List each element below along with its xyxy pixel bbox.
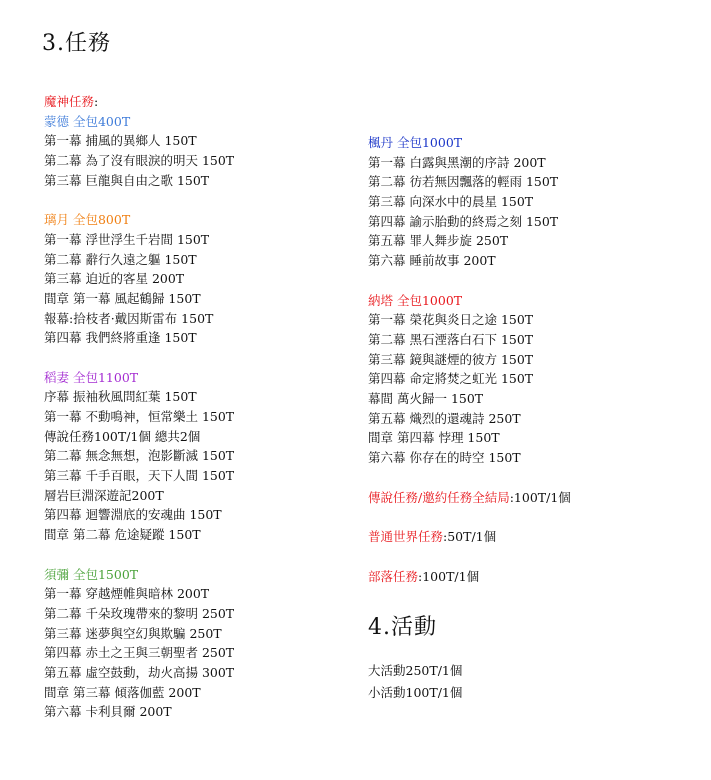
- list-item: 第二幕 千朵玫瑰帶來的黎明 250T: [44, 605, 235, 621]
- list-item: 第二幕 黑石湮落白石下 150T: [368, 331, 534, 347]
- liyue-header: 璃月 全包800T: [44, 212, 131, 228]
- list-item: 第一幕 榮花與炎日之途 150T: [368, 312, 534, 328]
- world-quest-line: [368, 527, 698, 547]
- archon-quest-intro: [44, 92, 344, 112]
- tribe-quest-value: :100T/1個: [418, 569, 480, 585]
- fontaine-header: 楓丹 全包1000T: [368, 135, 463, 150]
- list-item: 第六幕 睡前故事 200T: [368, 253, 496, 269]
- list-item: 第五幕 虛空鼓動，劫火高揚 300T: [44, 664, 235, 680]
- list-item: 第三幕 向深水中的晨星 150T: [368, 194, 534, 210]
- natlan-header: 納塔 全包1000T: [368, 292, 463, 308]
- tribe-quest-line: [368, 567, 698, 587]
- list-item: 序幕 振袖秋風問紅葉 150T: [44, 389, 197, 405]
- list-item: 間章 第四幕 悖理 150T: [368, 430, 500, 446]
- list-item: 第三幕 千手百眼，天下人間 150T: [44, 468, 235, 484]
- list-item: 第六幕 你存在的時空 150T: [368, 450, 521, 465]
- sumeru-header: 須彌 全包1500T: [44, 566, 139, 582]
- list-item: 第四幕 諭示胎動的終焉之刻 150T: [368, 213, 559, 229]
- list-item: 間章 第一幕 風起鶴歸 150T: [44, 290, 201, 306]
- list-item: 第一幕 浮世浮生千岩間 150T: [44, 231, 210, 247]
- inazuma-header: 稻妻 全包1100T: [44, 369, 139, 385]
- list-item: 第四幕 命定將焚之虹光 150T: [368, 371, 534, 387]
- events-list: [368, 660, 462, 704]
- list-item: 第三幕 巨龍與自由之歌 150T: [44, 172, 210, 188]
- section-3-title: 3.任務: [42, 31, 111, 56]
- world-quest-label: 普通世界任務: [368, 529, 444, 545]
- list-item: 第二幕 無念無想，泡影斷滅 150T: [44, 448, 235, 464]
- left-column: [44, 92, 344, 722]
- list-item: 傳說任務100T/1個 總共2個: [44, 428, 201, 444]
- list-item: 第三幕 迫近的客星 200T: [44, 271, 185, 287]
- list-item: 第二幕 辭行久遠之軀 150T: [44, 251, 197, 267]
- list-item: 第五幕 熾烈的還魂詩 250T: [368, 410, 521, 426]
- list-item: 第四幕 赤土之王與三朝聖者 250T: [44, 645, 235, 661]
- tribe-quest-label: 部落任務: [368, 569, 419, 585]
- list-item: 第四幕 迴響淵底的安魂曲 150T: [44, 507, 222, 523]
- list-item: 第三幕 鏡與謎煙的彼方 150T: [368, 351, 534, 367]
- legendary-quest-value: :100T/1個: [509, 489, 571, 505]
- list-item: 幕間 萬火歸一 150T: [368, 390, 484, 406]
- list-item: 第一幕 白露與黑潮的序詩 200T: [368, 154, 546, 170]
- world-quest-value: :50T/1個: [443, 529, 497, 545]
- list-item: 間章 第三幕 傾落伽藍 200T: [44, 684, 201, 700]
- list-item: 第四幕 我們終將重逢 150T: [44, 330, 197, 346]
- mondstadt-header: 蒙德 全包400T: [44, 113, 131, 129]
- archon-quest-colon: :: [94, 94, 99, 109]
- small-event-line: 小活動100T/1個: [368, 685, 463, 700]
- list-item: 第一幕 穿越煙帷與暗林 200T: [44, 586, 210, 602]
- legendary-quest-line: [368, 488, 698, 508]
- list-item: 第二幕 彷若無因飄落的輕雨 150T: [368, 174, 559, 190]
- right-column: [368, 133, 698, 587]
- list-item: 第一幕 捕風的異鄉人 150T: [44, 133, 197, 149]
- big-event-line: 大活動250T/1個: [368, 663, 463, 678]
- list-item: 第一幕 不動鳴神，恒常樂土 150T: [44, 409, 235, 424]
- list-item: 報幕:拾枝者·戴因斯雷布 150T: [44, 310, 214, 326]
- archon-quest-label: 魔神任務: [44, 94, 95, 109]
- list-item: 第六幕 卡利貝爾 200T: [44, 704, 172, 720]
- list-item: 第三幕 迷夢與空幻與欺騙 250T: [44, 625, 222, 641]
- legendary-quest-label: 傳說任務/邀約任務全結局: [368, 489, 510, 505]
- section-4-title: 4.活動: [368, 615, 437, 640]
- list-item: 第二幕 為了沒有眼淚的明天 150T: [44, 153, 235, 169]
- list-item: 層岩巨淵深遊記200T: [44, 487, 164, 503]
- list-item: 第五幕 罪人舞步旋 250T: [368, 233, 509, 249]
- list-item: 間章 第二幕 危途疑蹤 150T: [44, 527, 201, 543]
